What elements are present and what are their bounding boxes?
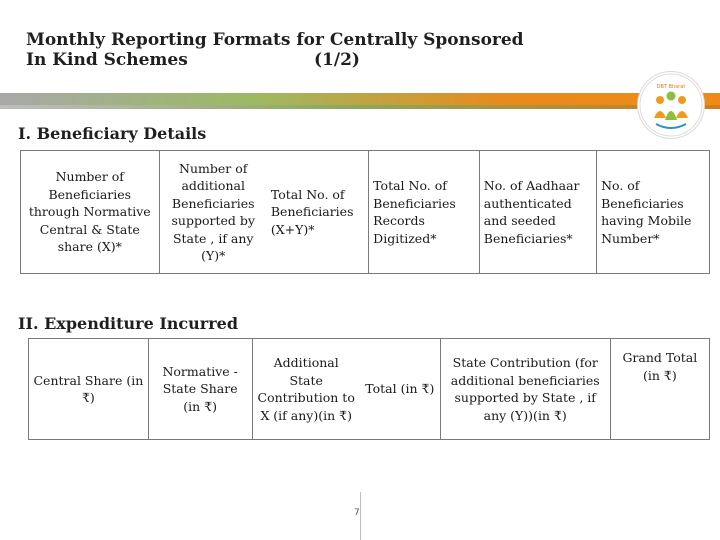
column-header: Grand Total (in ₹) (622, 350, 698, 383)
logo-wordmark: DBT Bharat (656, 84, 686, 90)
column-header: Number of Beneficiaries through Normative Central & State share (X)* (21, 151, 160, 274)
column-header: Central Share (in ₹) (29, 339, 149, 440)
column-header: Additional State Contribution to X (if any)(in ₹) (257, 355, 355, 423)
page-number: 7 (354, 508, 360, 518)
dbt-bharat-logo (638, 72, 704, 138)
column-header: Number of additional Beneficiaries supported by State , if any (Y)* (171, 160, 255, 263)
column-header: No. of Beneficiaries having Mobile Number* (601, 178, 692, 246)
logo-emblem-icon (638, 72, 704, 138)
table-row (21, 151, 710, 274)
title-line-1: Monthly Reporting Formats for Centrally Sponsored (26, 30, 524, 50)
footer-divider (360, 492, 361, 540)
title-page-indicator: (1/2) (314, 50, 360, 70)
column-header: Total (in ₹) (360, 339, 440, 440)
column-header: Total No. of Beneficiaries Records Digitized* (369, 151, 480, 274)
expenditure-incurred-table (28, 338, 710, 440)
section-heading-expenditure-incurred: II. Expenditure Incurred (18, 314, 239, 333)
column-header: Normative - State Share (in ₹) (148, 339, 252, 440)
beneficiary-details-table (20, 150, 710, 274)
slide-title (26, 30, 586, 70)
table-row (29, 339, 710, 440)
column-header: State Contribution (for additional beneficiaries supported by State , if any (Y))(in ₹) (440, 339, 610, 440)
column-header: Total No. of Beneficiaries (X+Y)* (267, 151, 369, 274)
title-line-2: In Kind Schemes (26, 50, 188, 70)
section-heading-beneficiary-details: I. Beneficiary Details (18, 124, 207, 143)
decorative-gradient-underline (0, 105, 720, 109)
column-header: No. of Aadhaar authenticated and seeded Beneficiaries* (479, 151, 596, 274)
